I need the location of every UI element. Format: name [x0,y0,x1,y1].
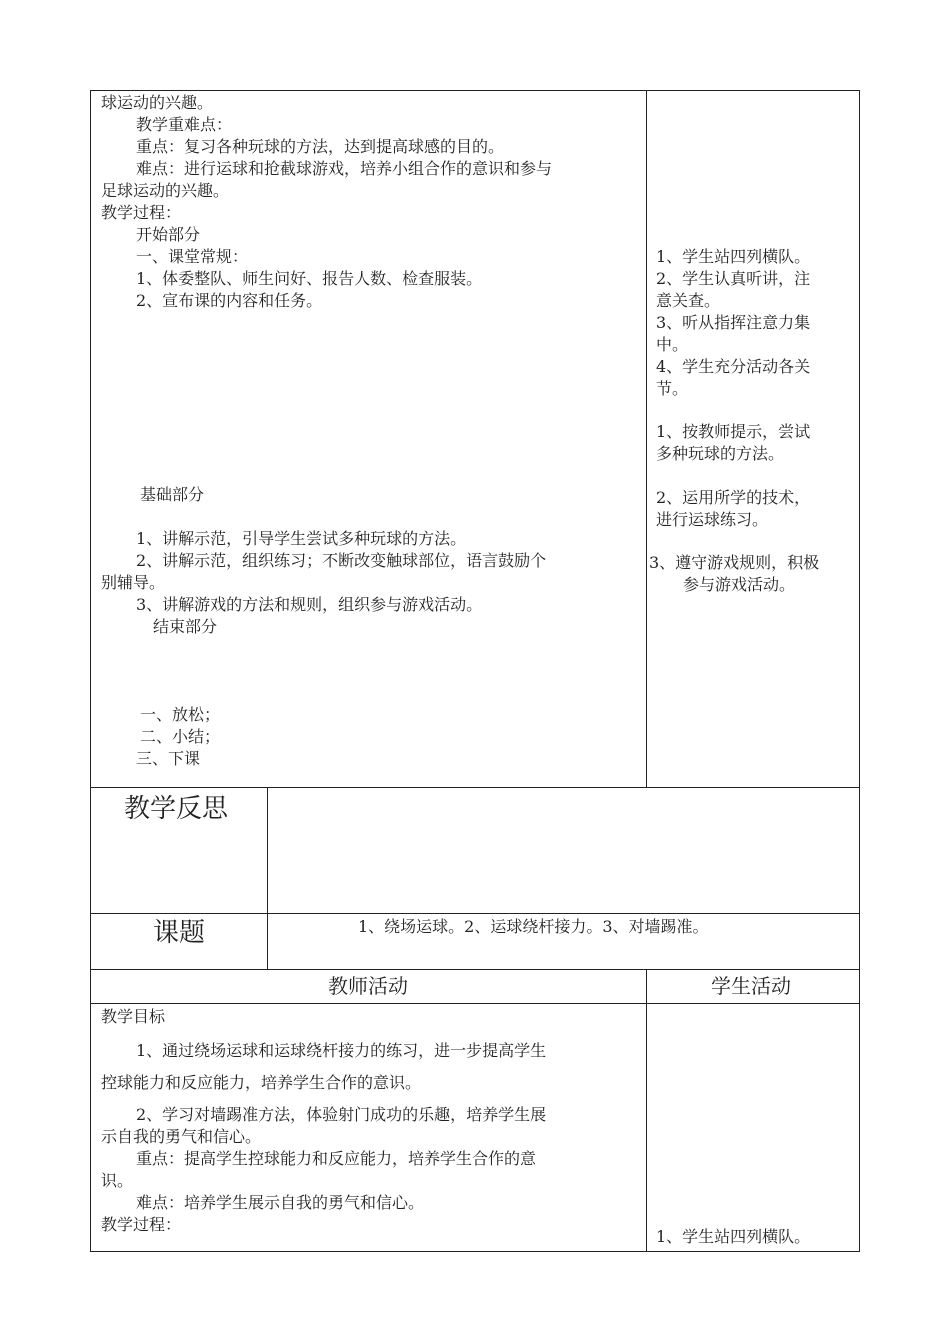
student-text-line: 2、运用所学的技术， [656,488,811,507]
student-text-line: 意关查。 [656,291,721,310]
table-border-bottom [90,1251,860,1252]
student-text-line: 3、听从指挥注意力集 [656,313,811,332]
student-text-line: 4、学生充分活动各关 [656,357,811,376]
column-divider [267,787,268,969]
table-border-right [859,90,860,1251]
table-border-left [90,90,91,1251]
teacher-text-line: 2、讲解示范，组织练习；不断改变触球部位，语言鼓励个 [136,551,547,570]
table-row-divider [90,787,860,788]
table-row-divider [90,969,860,970]
student-text-line: 3、遵守游戏规则，积极 [649,553,820,572]
column-divider [646,969,647,1251]
teacher-text-line: 一、放松； [140,705,221,724]
teacher-text-line: 教学过程： [101,1215,182,1234]
table-row-divider [90,1003,860,1004]
teacher-text-line: 难点：培养学生展示自我的勇气和信心。 [136,1193,425,1212]
teacher-text-line: 1、体委整队、师生问好、报告人数、检查服装。 [136,269,483,288]
teacher-text-line: 足球运动的兴趣。 [101,181,230,200]
teacher-text-line: 识。 [101,1171,134,1190]
teacher-text-line: 教学过程： [101,203,182,222]
topic-value: 1、绕场运球。2、运球绕杆接力。3、对墙踢准。 [358,917,709,936]
teacher-text-line: 结束部分 [153,617,218,636]
student-text-line: 多种玩球的方法。 [656,444,785,463]
teacher-text-line: 基础部分 [140,485,205,504]
student-text-line: 2、学生认真听讲，注 [656,269,811,288]
teacher-text-line: 开始部分 [136,225,201,244]
student-text-line: 中。 [656,335,689,354]
reflection-label: 教学反思 [124,794,229,824]
student-text-line: 参与游戏活动。 [683,575,796,594]
teacher-text-line: 控球能力和反应能力，培养学生合作的意识。 [101,1073,422,1092]
teacher-text-line: 难点：进行运球和抢截球游戏，培养小组合作的意识和参与 [136,159,553,178]
teacher-text-line: 重点：提高学生控球能力和反应能力，培养学生合作的意 [136,1149,537,1168]
teacher-text-line: 三、下课 [136,749,201,768]
teacher-text-line: 1、通过绕场运球和运球绕杆接力的练习，进一步提高学生 [136,1041,547,1060]
teacher-text-line: 2、宣布课的内容和任务。 [136,291,323,310]
teacher-text-line: 3、讲解游戏的方法和规则，组织参与游戏活动。 [136,595,483,614]
teacher-text-line: 2、学习对墙踢准方法，体验射门成功的乐趣，培养学生展 [136,1105,547,1124]
teacher-text-line: 一、课堂常规： [136,247,249,266]
teacher-text-line: 教学重难点： [136,115,233,134]
student-text-line: 进行运球练习。 [656,510,769,529]
table-row-divider [90,913,860,914]
teacher-text-line: 球运动的兴趣。 [101,93,214,112]
teacher-activity-header: 教师活动 [328,974,408,998]
teacher-text-line: 二、小结； [140,727,221,746]
student-text-line: 节。 [656,379,689,398]
student-text-line: 1、学生站四列横队。 [656,247,811,266]
teacher-text-line: 1、讲解示范，引导学生尝试多种玩球的方法。 [136,529,467,548]
student-activity-header: 学生活动 [711,974,791,998]
teacher-text-line: 教学目标 [101,1007,166,1026]
student-text-line: 1、学生站四列横队。 [656,1227,811,1246]
student-text-line: 1、按教师提示，尝试 [656,422,811,441]
teacher-text-line: 重点：复习各种玩球的方法，达到提高球感的目的。 [136,137,505,156]
teacher-text-line: 示自我的勇气和信心。 [101,1127,262,1146]
teacher-text-line: 别辅导。 [101,573,166,592]
column-divider [646,90,647,787]
topic-label: 课题 [153,918,206,948]
table-border-top [90,90,860,91]
